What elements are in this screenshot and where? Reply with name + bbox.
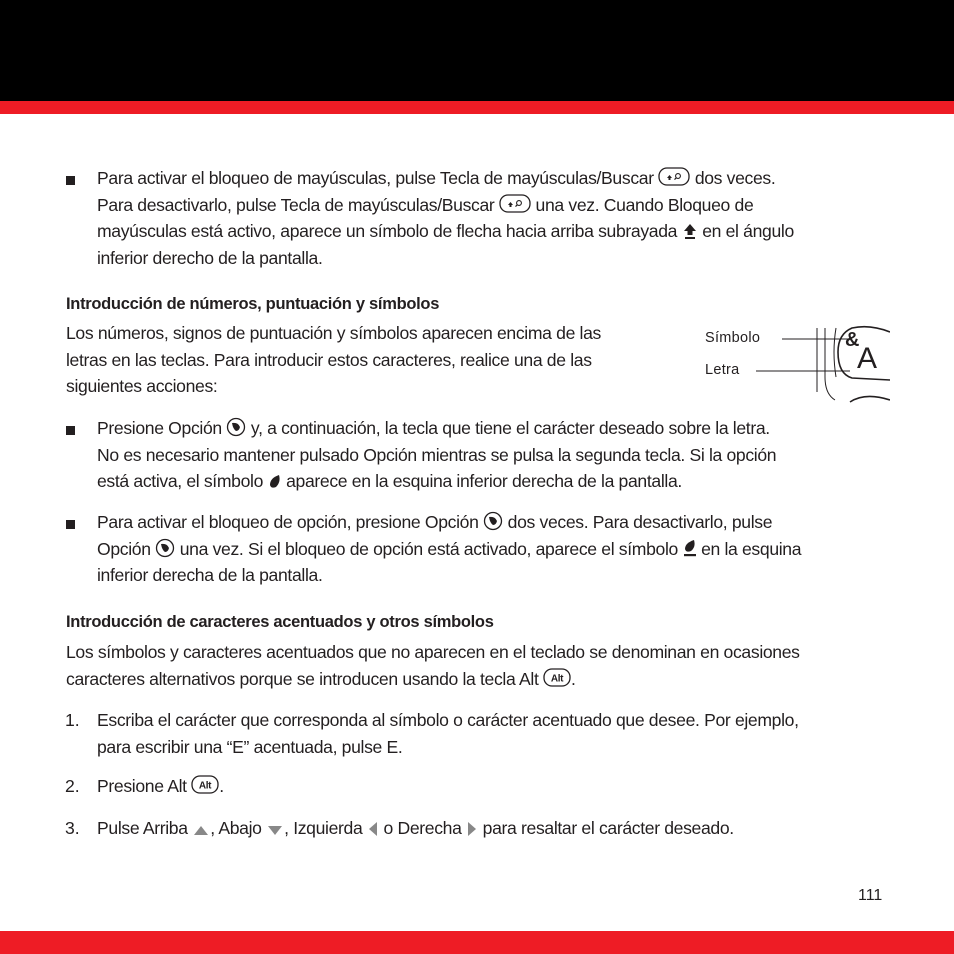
- option-lock-indicator-icon: [683, 538, 697, 558]
- section-heading-numbers-symbols: Introducción de números, puntuación y símbolos: [66, 295, 440, 313]
- section-intro-accented-chars: [66, 639, 800, 692]
- diagram-label-letter: Letra: [705, 362, 740, 378]
- key-symbol-ampersand: &: [845, 329, 860, 351]
- alt-key-label: Alt: [550, 673, 564, 684]
- step-1-text: [97, 707, 799, 760]
- shift-search-key-icon: [499, 194, 531, 214]
- alt-key-icon: [543, 668, 571, 688]
- bullet-marker: [66, 176, 75, 185]
- up-arrow-icon: [192, 823, 210, 837]
- option-key-icon: [226, 417, 246, 437]
- text-run: inferior derecho de la pantalla.: [97, 247, 323, 268]
- text-run: Para desactivarlo, pulse Tecla de mayúsculas/Buscar: [97, 194, 495, 215]
- key-letter-a: A: [857, 342, 878, 375]
- option-key-icon: [483, 511, 503, 531]
- text-run: caracteres alternativos porque se introducen usando la tecla Alt: [66, 668, 539, 689]
- alt-key-icon: [191, 775, 219, 795]
- bullet-marker: [66, 426, 75, 435]
- text-run: No es necesario mantener pulsado Opción mientras se pulsa la segunda tecla. Si la opción: [97, 444, 777, 465]
- text-run: para resaltar el carácter deseado.: [482, 818, 734, 838]
- step-number: 2.: [65, 776, 80, 796]
- header-black-band: [0, 0, 954, 101]
- text-run: Presione Alt: [97, 776, 187, 796]
- bullet-option-key: [97, 415, 776, 495]
- text-run: .: [219, 776, 224, 796]
- text-run: Opción: [97, 538, 151, 559]
- left-arrow-icon: [367, 821, 379, 837]
- text-run: dos veces. Para desactivarlo, pulse: [507, 512, 773, 532]
- text-run: o Derecha: [383, 818, 462, 838]
- text-run: una vez. Si el bloqueo de opción está activado, aparece el símbolo: [179, 538, 678, 559]
- footer-red-band: [0, 931, 954, 954]
- step-3-text: [97, 815, 734, 842]
- text-run: está activa, el símbolo: [97, 471, 264, 491]
- text-run: Los símbolos y caracteres acentuados que no aparecen en el teclado se denominan en ocasiones: [66, 642, 800, 662]
- text-run: Escriba el carácter que corresponda al símbolo o carácter acentuado que desee. Por ejemplo,: [97, 710, 799, 730]
- right-arrow-icon: [466, 821, 478, 837]
- step-number: 1.: [65, 710, 80, 730]
- key-diagram: [700, 322, 890, 404]
- text-run: Pulse Arriba: [97, 818, 188, 838]
- text-run: inferior derecha de la pantalla.: [97, 565, 323, 585]
- text-line: Los números, signos de puntuación y símbolos aparecen encima de las: [66, 323, 601, 343]
- text-run: dos veces.: [694, 168, 776, 188]
- text-run: Para activar el bloqueo de opción, presione Opción: [97, 512, 479, 532]
- section-intro-numbers-symbols: [66, 320, 601, 400]
- text-run: , Abajo: [210, 818, 262, 838]
- caps-lock-arrow-icon: [682, 222, 698, 240]
- text-run: aparece en la esquina inferior derecha de la pantalla.: [286, 471, 682, 491]
- step-number: 3.: [65, 818, 80, 838]
- text-run: .: [571, 668, 576, 689]
- text-run: Para activar el bloqueo de mayúsculas, pulse Tecla de mayúsculas/Buscar: [97, 168, 654, 188]
- page-number: 111: [858, 887, 883, 904]
- step-2-text: [97, 773, 224, 800]
- text-run: una vez. Cuando Bloqueo de: [535, 194, 754, 215]
- alt-key-label: Alt: [199, 780, 212, 792]
- text-run: en el ángulo: [702, 221, 794, 241]
- shift-search-key-icon: [658, 167, 690, 187]
- option-key-icon: [155, 538, 175, 558]
- text-line: siguientes acciones:: [66, 376, 218, 396]
- text-line: letras en las teclas. Para introducir estos caracteres, realice una de las: [66, 349, 592, 370]
- section-heading-accented-chars: Introducción de caracteres acentuados y otros símbolos: [66, 613, 494, 631]
- bullet-caps-lock: [97, 165, 794, 271]
- text-run: , Izquierda: [284, 818, 363, 838]
- text-run: en la esquina: [701, 538, 802, 559]
- down-arrow-icon: [266, 823, 284, 837]
- text-run: mayúsculas está activo, aparece un símbolo de flecha hacia arriba subrayada: [97, 221, 678, 241]
- bullet-option-lock: [97, 509, 801, 589]
- text-run: y, a continuación, la tecla que tiene el carácter deseado sobre la letra.: [250, 418, 770, 438]
- option-indicator-icon: [268, 472, 282, 490]
- bullet-marker: [66, 520, 75, 529]
- header-red-stripe: [0, 101, 954, 114]
- text-run: Presione Opción: [97, 418, 222, 438]
- text-run: para escribir una “E” acentuada, pulse E.: [97, 736, 403, 757]
- diagram-label-symbol: Símbolo: [705, 330, 761, 346]
